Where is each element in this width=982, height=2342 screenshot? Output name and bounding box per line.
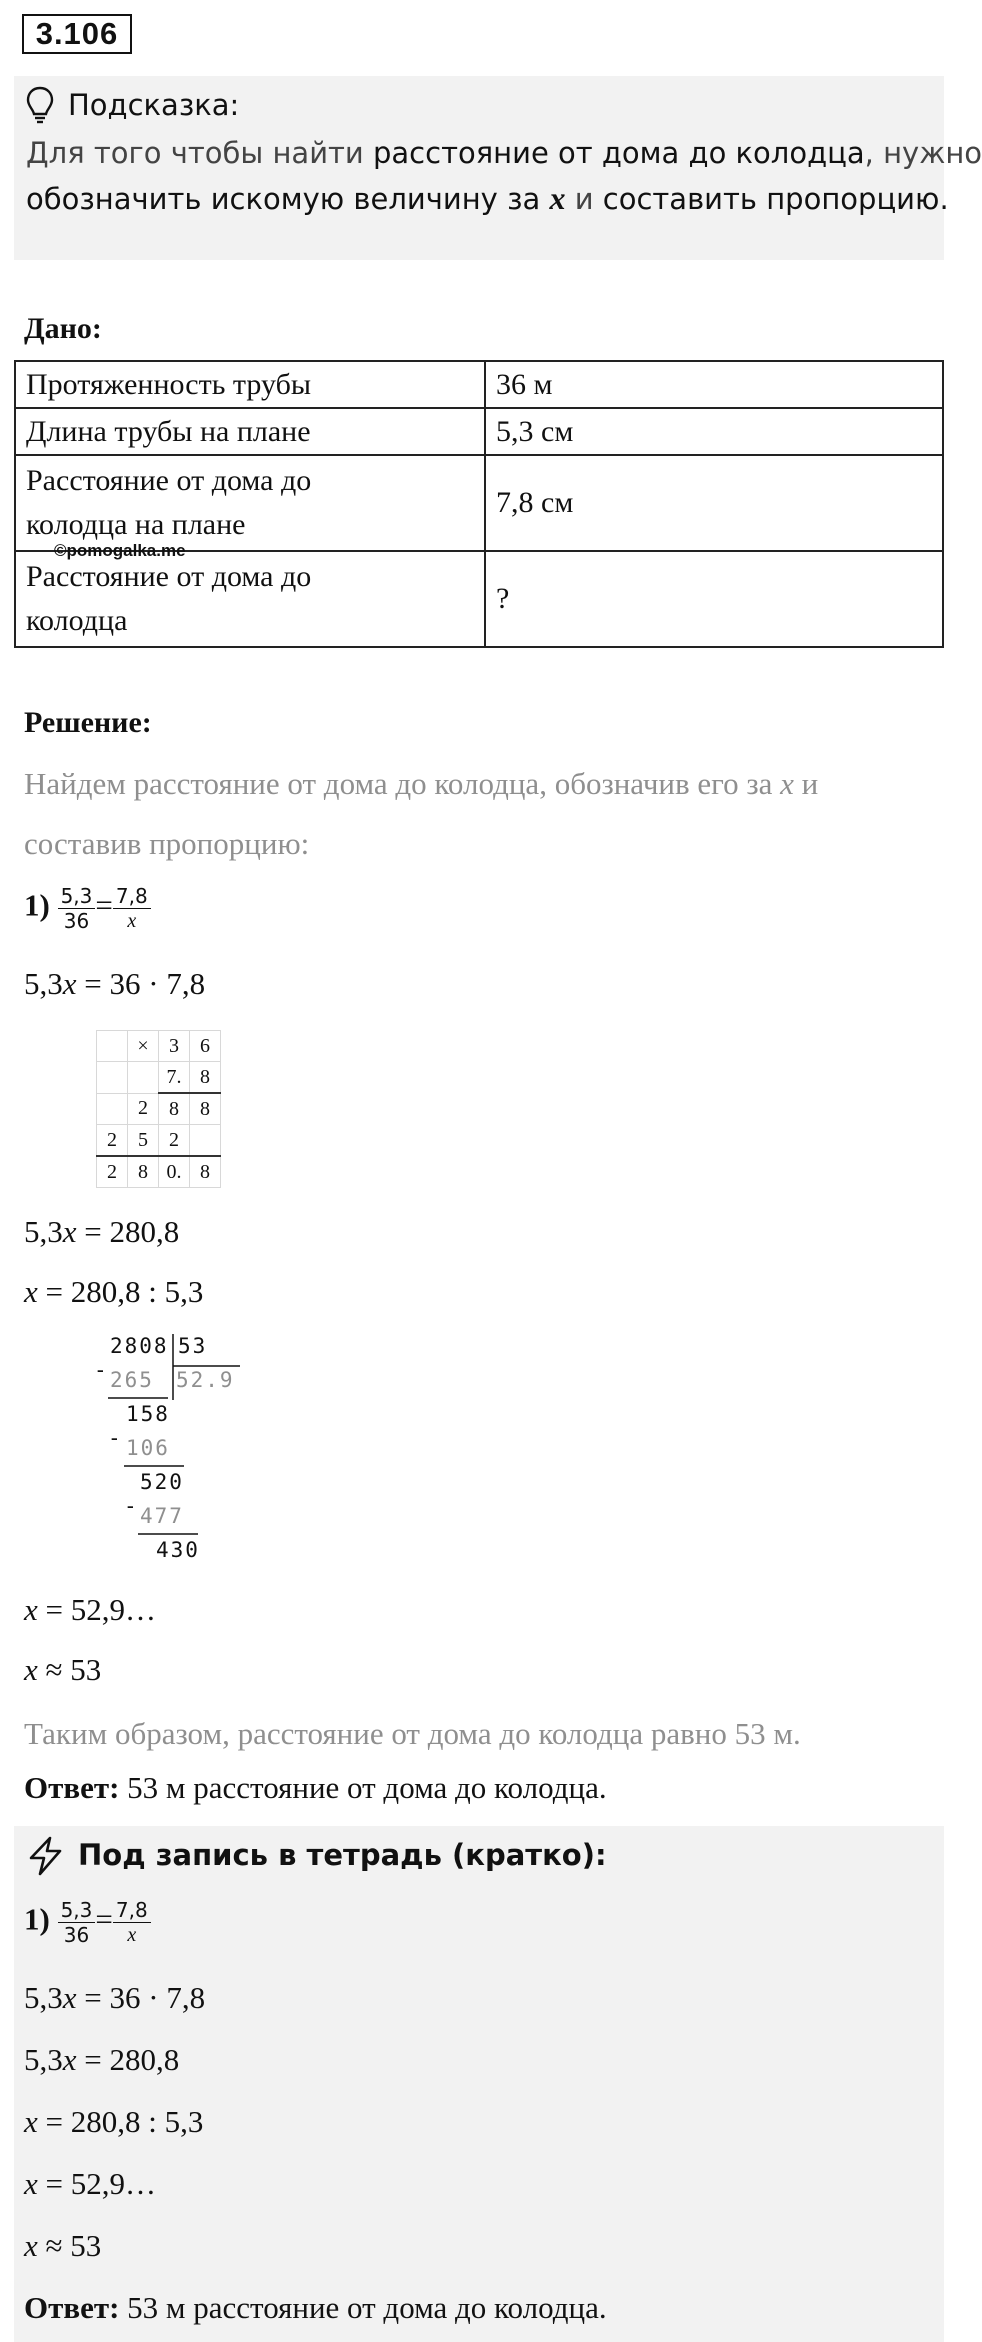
equals-sign: =: [95, 1901, 113, 1937]
grid-cell: 2: [97, 1156, 128, 1188]
hint-emphasis: расстояние от дома до колодца: [373, 136, 865, 170]
numerator: 5,3: [58, 1898, 96, 1923]
equation-line: [24, 1592, 156, 1628]
denominator: x: [127, 1924, 137, 1946]
variable-x: x: [62, 1214, 77, 1249]
equation-line: [24, 1980, 205, 2016]
variable-x: x: [24, 2166, 38, 2201]
grid-cell: 8: [190, 1062, 221, 1094]
cell-line: Расстояние от дома до: [26, 464, 312, 497]
denominator: 36: [63, 1923, 90, 1947]
minus-sign: -: [108, 1426, 123, 1450]
grid-cell: 8: [190, 1156, 221, 1188]
answer-label: Ответ:: [24, 1770, 120, 1805]
table-row: [15, 408, 943, 455]
variable-x: x: [780, 766, 794, 801]
eq-text: 5,3: [24, 2042, 63, 2077]
eq-text: = 36 · 7,8: [76, 1980, 206, 2015]
grid-cell: 0.: [159, 1156, 190, 1188]
task-number: 3.106: [22, 14, 132, 54]
grid-cell: 2: [159, 1125, 190, 1157]
intro-text: и: [793, 766, 819, 801]
long-division: [90, 1332, 260, 1572]
table-cell: ?: [485, 551, 943, 647]
eq-text: ≈ 53: [37, 2228, 102, 2263]
eq-text: = 36 · 7,8: [76, 966, 206, 1001]
lightbulb-icon: [26, 86, 54, 124]
equation-line: [24, 2104, 203, 2140]
variable-x: x: [62, 1980, 77, 2015]
variable-x: x: [24, 1274, 38, 1309]
answer-text: 53 м расстояние от дома до колодца.: [119, 2290, 607, 2325]
hint-text-line-2: [26, 180, 949, 217]
grid-cell: ×: [128, 1031, 159, 1062]
equation-line: [24, 2228, 101, 2264]
proportion-step: [24, 884, 151, 933]
subtrahend: 265: [110, 1368, 154, 1392]
hint-text: и: [565, 182, 603, 216]
grid-cell: 2: [128, 1093, 159, 1125]
minus-sign: -: [124, 1494, 139, 1518]
notes-title: Под запись в тетрадь (кратко):: [78, 1838, 607, 1872]
grid-cell: 8: [159, 1093, 190, 1125]
minus-sign: -: [94, 1358, 109, 1382]
eq-text: = 52,9…: [37, 1592, 156, 1627]
given-table: [14, 360, 944, 648]
grid-cell: 3: [159, 1031, 190, 1062]
denominator: 36: [63, 909, 90, 933]
variable-x: x: [62, 2042, 77, 2077]
cell-line: Расстояние от дома до: [26, 560, 312, 593]
equation-line: [24, 1274, 203, 1310]
notes-panel: [14, 1826, 944, 2342]
intro-text: Найдем расстояние от дома до колодца, обозначив его за: [24, 766, 781, 801]
eq-text: 5,3: [24, 966, 63, 1001]
table-cell: 5,3 см: [485, 408, 943, 455]
conclusion-text: Таким образом, расстояние от дома до колодца равно 53 м.: [24, 1716, 801, 1751]
grid-cell: 2: [97, 1125, 128, 1157]
eq-text: = 280,8: [76, 1214, 180, 1249]
variable-x: x: [549, 180, 566, 216]
hint-emphasis: составить пропорцию: [602, 182, 940, 216]
answer-line: [24, 2290, 607, 2326]
given-title: Дано:: [24, 312, 102, 345]
grid-cell: 5: [128, 1125, 159, 1157]
watermark: ©pomogalka.me: [54, 541, 186, 560]
fraction-right: [113, 884, 151, 933]
hint-text: .: [939, 182, 949, 216]
grid-row: [97, 1062, 221, 1094]
eq-text: 5,3: [24, 1980, 63, 2015]
equation-line: [24, 1214, 179, 1250]
fraction-left: [58, 884, 96, 933]
denominator: x: [127, 910, 137, 932]
grid-cell: 6: [190, 1031, 221, 1062]
solution-intro-line-2: составив пропорцию:: [24, 826, 310, 861]
eq-text: = 280,8: [76, 2042, 180, 2077]
answer-line: [24, 1770, 607, 1806]
table-cell: [15, 455, 485, 551]
divisor: 53: [178, 1334, 208, 1358]
grid-cell: [97, 1062, 128, 1094]
remainder: 430: [156, 1538, 200, 1562]
grid-row: [97, 1031, 221, 1062]
answer-text: 53 м расстояние от дома до колодца.: [119, 1770, 607, 1805]
subtrahend: 106: [126, 1436, 170, 1460]
cell-line: колодца на плане: [26, 508, 246, 541]
eq-text: = 280,8 : 5,3: [37, 1274, 204, 1309]
fraction-right: [113, 1898, 151, 1947]
equation-line: [24, 1652, 101, 1688]
remainder: 520: [140, 1470, 184, 1494]
grid-cell: [190, 1125, 221, 1157]
variable-x: x: [24, 2228, 38, 2263]
solution-intro-line-1: [24, 766, 818, 802]
table-row: [15, 551, 943, 647]
numerator: 7,8: [113, 884, 151, 909]
grid-cell: [128, 1062, 159, 1094]
answer-label: Ответ:: [24, 2290, 120, 2325]
hint-title: Подсказка:: [68, 88, 240, 122]
equation-line: [24, 2166, 156, 2202]
grid-cell: 8: [190, 1093, 221, 1125]
fraction-left: [58, 1898, 96, 1947]
variable-x: x: [24, 1592, 38, 1627]
step-label: 1): [24, 887, 50, 923]
step-label: 1): [24, 1901, 50, 1937]
grid-cell: 7.: [159, 1062, 190, 1094]
table-cell: Протяженность трубы: [15, 361, 485, 408]
multiplication-grid: [96, 1030, 221, 1188]
grid-row: [97, 1093, 221, 1125]
hint-text-line-1: [26, 136, 982, 170]
table-cell: 7,8 см: [485, 455, 943, 551]
equation-line: [24, 966, 205, 1002]
grid-row: [97, 1125, 221, 1157]
eq-text: 5,3: [24, 1214, 63, 1249]
eq-text: = 280,8 : 5,3: [37, 2104, 204, 2139]
hint-text: , нужно: [864, 136, 982, 170]
hint-text: Для того чтобы найти: [26, 136, 373, 170]
equals-sign: =: [95, 887, 113, 923]
solution-title: Решение:: [24, 706, 152, 739]
division-lines: [90, 1332, 260, 1572]
quotient: 52.9: [176, 1368, 235, 1392]
eq-text: = 52,9…: [37, 2166, 156, 2201]
remainder: 158: [126, 1402, 170, 1426]
variable-x: x: [24, 1652, 38, 1687]
table-cell: 36 м: [485, 361, 943, 408]
cell-line: колодца: [26, 604, 128, 637]
dividend: 2808: [110, 1334, 169, 1358]
numerator: 7,8: [113, 1898, 151, 1923]
lightning-icon: [26, 1836, 66, 1876]
variable-x: x: [62, 966, 77, 1001]
grid-cell: [97, 1093, 128, 1125]
equation-line: [24, 2042, 179, 2078]
table-row: [15, 455, 943, 551]
variable-x: x: [24, 2104, 38, 2139]
grid-cell: 8: [128, 1156, 159, 1188]
table-cell: [15, 551, 485, 647]
hint-emphasis: обозначить искомую величину за: [26, 182, 550, 216]
proportion-step: [24, 1898, 151, 1947]
table-cell: Длина трубы на плане: [15, 408, 485, 455]
grid-cell: [97, 1031, 128, 1062]
numerator: 5,3: [58, 884, 96, 909]
grid-row: [97, 1156, 221, 1188]
table-row: [15, 361, 943, 408]
eq-text: ≈ 53: [37, 1652, 102, 1687]
subtrahend: 477: [140, 1504, 184, 1528]
